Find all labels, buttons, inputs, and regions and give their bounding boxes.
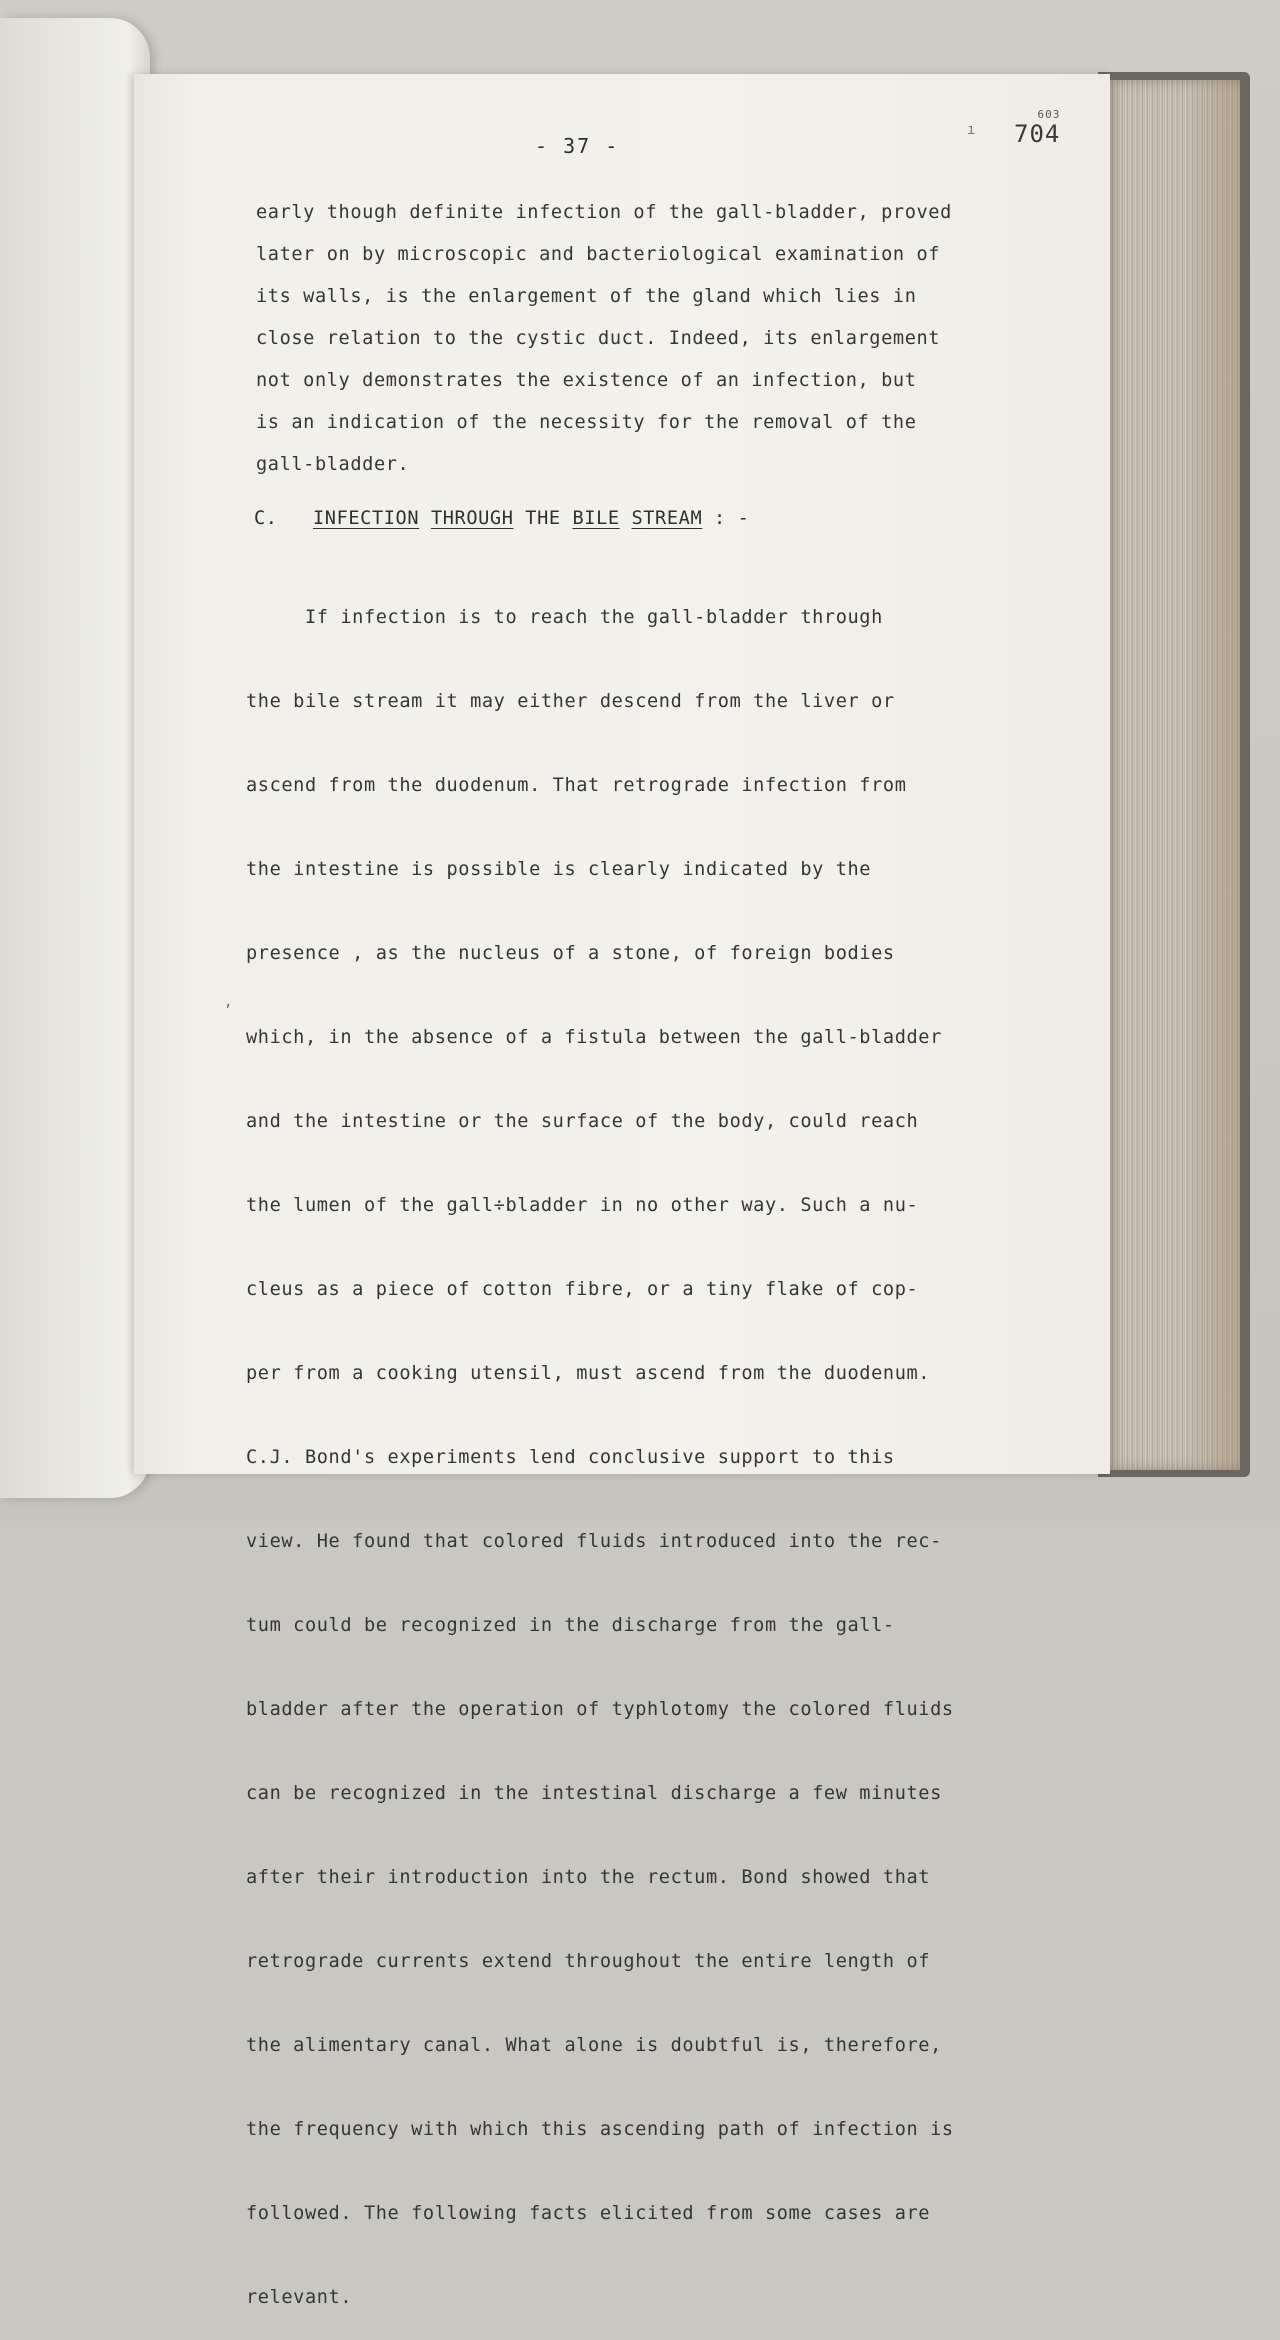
paragraph-1 [256, 192, 1036, 486]
folio-mark: ı [967, 122, 976, 138]
paragraph-line: close relation to the cystic duct. Indeed, its enlargement [256, 328, 941, 349]
paragraph-line: view. He found that colored fluids introduced into the rec- [246, 1531, 942, 1552]
section-title-word: STREAM [631, 508, 703, 529]
paragraph-line: If infection is to reach the gall-bladder through [246, 607, 883, 628]
paragraph-line: C.J. Bond's experiments lend conclusive support to this [246, 1447, 895, 1468]
paragraph-line: the bile stream it may either descend from the liver or [246, 691, 895, 712]
paragraph-line: gall-bladder. [256, 454, 410, 475]
section-heading [254, 508, 749, 529]
paragraph-line: later on by microscopic and bacteriological examination of [256, 244, 941, 265]
section-title-word: THROUGH [430, 508, 514, 529]
paragraph-line: which, in the absence of a fistula between the gall-bladder [246, 1027, 942, 1048]
page-stack-edges [1104, 80, 1240, 1470]
margin-mark: ‚ [224, 994, 233, 1010]
section-title-word: INFECTION [312, 508, 420, 529]
section-title-word: THE [525, 508, 561, 529]
section-title-word: BILE [572, 508, 620, 529]
paragraph-line: bladder after the operation of typhlotomy the colored fluids [246, 1699, 954, 1720]
paragraph-line: cleus as a piece of cotton fibre, or a tiny flake of cop- [246, 1279, 919, 1300]
paragraph-line: is an indication of the necessity for the removal of the [256, 412, 917, 433]
paragraph-line: early though definite infection of the gall-bladder, proved [256, 202, 952, 223]
left-page-bleed-through [0, 168, 140, 344]
paragraph-line: ascend from the duodenum. That retrograde infection from [246, 775, 907, 796]
paragraph-line: the lumen of the gall÷bladder in no other way. Such a nu- [246, 1195, 919, 1216]
paragraph-line: the intestine is possible is clearly indicated by the [246, 859, 872, 880]
paragraph-line: after their introduction into the rectum. Bond showed that [246, 1867, 931, 1888]
folio-numbers [1014, 108, 1060, 147]
folio-new-number: 704 [1014, 120, 1061, 148]
folio-old-number: 603 [1037, 108, 1061, 121]
left-facing-page [0, 18, 150, 1498]
paragraph-line: relevant. [246, 2287, 353, 2308]
paragraph-line: and the intestine or the surface of the body, could reach [246, 1111, 919, 1132]
paragraph-line: followed. The following facts elicited from some cases are [246, 2203, 931, 2224]
paragraph-line: the frequency with which this ascending path of infection is [246, 2119, 954, 2140]
paragraph-2 [246, 555, 1026, 2340]
paragraph-line: its walls, is the enlargement of the gland which lies in [256, 286, 917, 307]
paragraph-line: presence , as the nucleus of a stone, of foreign bodies [246, 943, 895, 964]
paragraph-line: can be recognized in the intestinal discharge a few minutes [246, 1783, 942, 1804]
paragraph-line: the alimentary canal. What alone is doubtful is, therefore, [246, 2035, 942, 2056]
paragraph-line: retrograde currents extend throughout the entire length of [246, 1951, 931, 1972]
section-title-suffix: : - [702, 508, 750, 529]
paragraph-line: per from a cooking utensil, must ascend from the duodenum. [246, 1363, 931, 1384]
paragraph-line: not only demonstrates the existence of an infection, but [256, 370, 917, 391]
page-number: - 37 - [535, 134, 620, 158]
section-letter: C. [254, 508, 278, 529]
paragraph-line: tum could be recognized in the discharge from the gall- [246, 1615, 895, 1636]
